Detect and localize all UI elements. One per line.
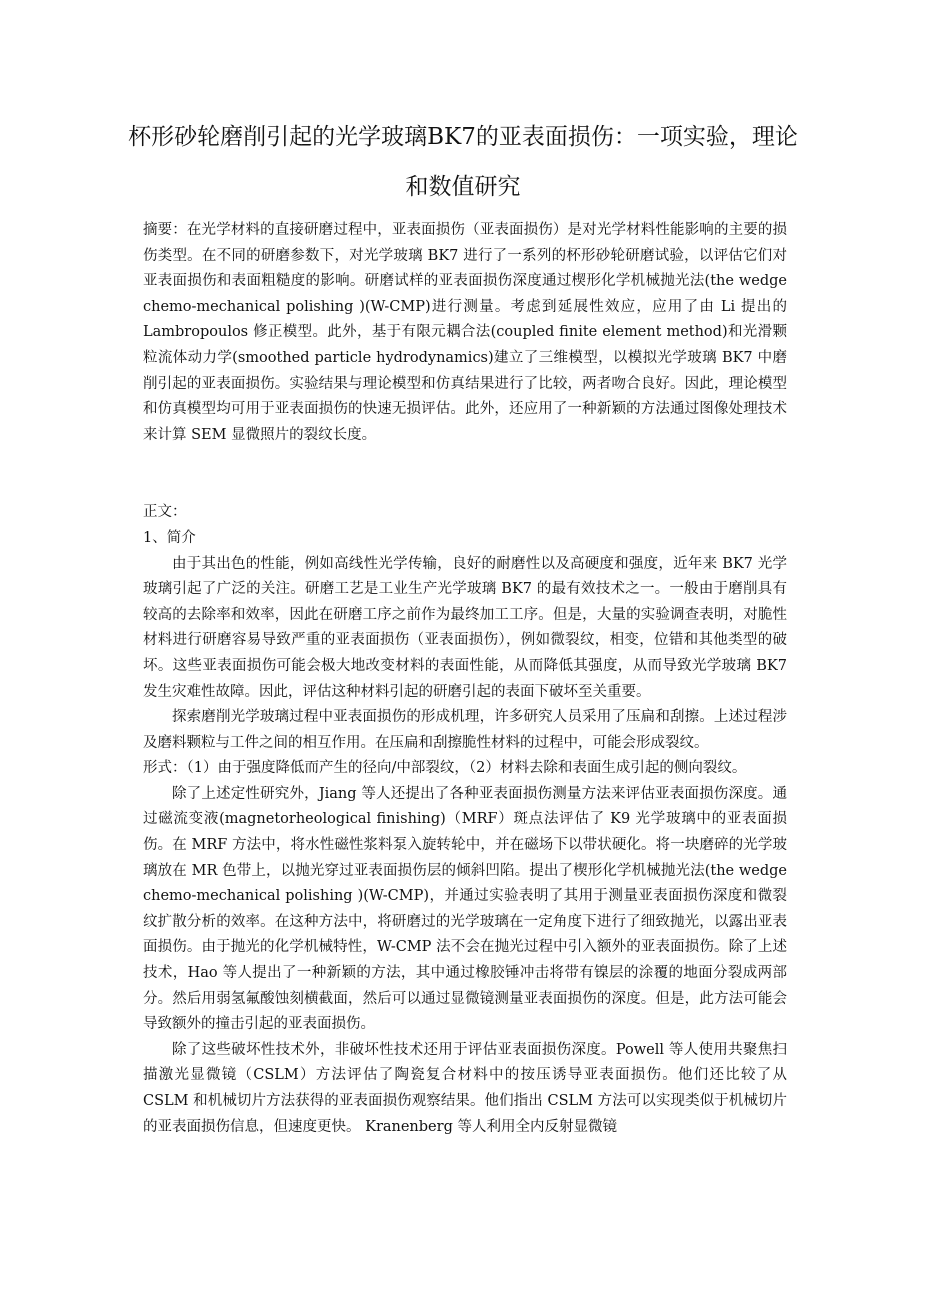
body-paragraph: 形式：（1）由于强度降低而产生的径向/中部裂纹，（2）材料去除和表面生成引起的侧向裂纹。 — [143, 760, 747, 777]
body-paragraph: 除了上述定性研究外，Jiang 等人还提出了各种亚表面损伤测量方法来评估亚表面损伤深度。通过磁流变液(magnetorheological finishing)（MRF）斑点法评估了 K9 光学玻璃中的亚表面损伤。在 MRF 方法中，将水性磁性浆料泵入旋转轮中，并在磁场下以带状硬化。将一块磨碎的光学玻璃放在 MR 色带上，以抛光穿过亚表面损伤层的倾斜凹陷。提出了楔形化学机械抛光法(the wedge chemo-mechanical polishing )(W-CMP)，并通过实验表明了其用于测量亚表面损伤深度和微裂纹扩散分析的效率。在这种方法中，将研磨过的光学玻璃在一定角度下进行了细致抛光，以露出亚表面损伤。由于抛光的化学机械特性，W-CMP 法不会在抛光过程中引入额外的亚表面损伤。除了上述技术，Hao 等人提出了一种新颖的方法，其中通过橡胶锤冲击将带有镍层的涂覆的地面分裂成两部分。然后用弱氢氟酸蚀刻横截面，然后可以通过显微镜测量亚表面损伤的深度。但是，此方法可能会导致额外的撞击引起的亚表面损伤。 — [143, 785, 787, 1033]
body-paragraph: 除了这些破坏性技术外，非破坏性技术还用于评估亚表面损伤深度。Powell 等人使用共聚焦扫描激光显微镜（CSLM）方法评估了陶瓷复合材料中的按压诱导亚表面损伤。他们还比较了从 CSLM 和机械切片方法获得的亚表面损伤观察结果。他们指出 CSLM 方法可以实现类似于机械切片的亚表面损伤信息，但速度更快。 Kranenberg 等人利用全内反射显微镜 — [143, 1041, 787, 1135]
body-paragraph: 探索磨削光学玻璃过程中亚表面损伤的形成机理，许多研究人员采用了压扁和刮擦。上述过程涉及磨料颗粒与工件之间的相互作用。在压扁和刮擦脆性材料的过程中，可能会形成裂纹。 — [143, 709, 787, 751]
document-body — [143, 218, 787, 1140]
abstract-paragraph: 摘要：在光学材料的直接研磨过程中，亚表面损伤（亚表面损伤）是对光学材料性能影响的主要的损伤类型。在不同的研磨参数下，对光学玻璃 BK7 进行了一系列的杯形砂轮研磨试验，以评估它们对亚表面损伤和表面粗糙度的影响。研磨试样的亚表面损伤深度通过楔形化学机械抛光法(the wedge chemo-mechanical polishing )(W-CMP)进行测量。考虑到延展性效应，应用了由 Li 提出的 Lambropoulos 修正模型。此外，基于有限元耦合法(coupled finite element method)和光滑颗粒流体动力学(smoothed particle hydrodynamics)建立了三维模型，以模拟光学玻璃 BK7 中磨削引起的亚表面损伤。实验结果与理论模型和仿真结果进行了比较，两者吻合良好。因此，理论模型和仿真模型均可用于亚表面损伤的快速无损评估。此外，还应用了一种新颖的方法通过图像处理技术来计算 SEM 显微照片的裂纹长度。 — [143, 222, 787, 443]
body-paragraph: 由于其出色的性能，例如高线性光学传输，良好的耐磨性以及高硬度和强度，近年来 BK7 光学玻璃引起了广泛的关注。研磨工艺是工业生产光学玻璃 BK7 的最有效技术之一。一般由于磨削具有较高的去除率和效率，因此在研磨工序之前作为最终加工工序。但是，大量的实验调查表明，对脆性材料进行研磨容易导致严重的亚表面损伤（亚表面损伤），例如微裂纹，相变，位错和其他类型的破坏。这些亚表面损伤可能会极大地改变材料的表面性能，从而降低其强度，从而导致光学玻璃 BK7 发生灾难性故障。因此，评估这种材料引起的研磨引起的表面下破坏至关重要。 — [143, 555, 787, 700]
document-title: 杯形砂轮磨削引起的光学玻璃BK7的亚表面损伤：一项实验，理论和数值研究 — [128, 124, 798, 200]
body-label: 正文： — [143, 504, 187, 521]
section-heading: 1、简介 — [143, 529, 196, 546]
spacer — [143, 448, 787, 500]
